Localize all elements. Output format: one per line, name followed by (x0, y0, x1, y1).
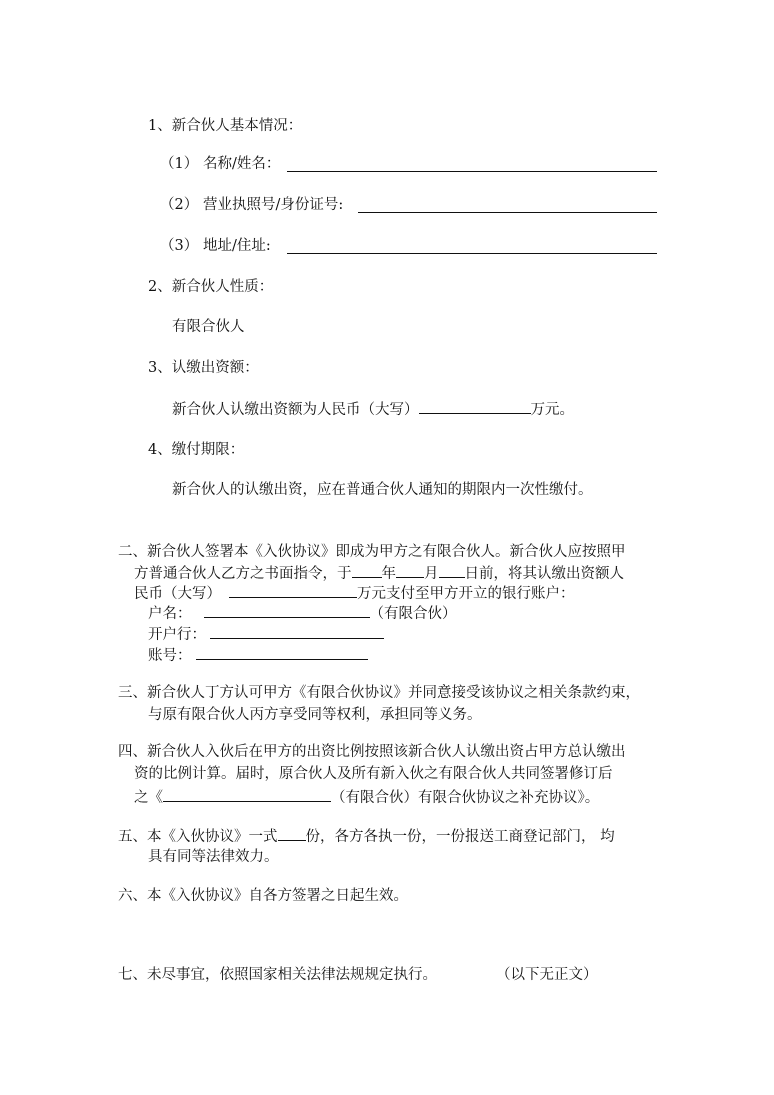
sub2-label: 营业执照号/身份证号: (203, 197, 344, 213)
clause2-line2 (134, 563, 624, 583)
account-no-label: 账号： (148, 648, 192, 664)
id-number-field-line[interactable] (358, 212, 657, 213)
sub2-number: （2） (160, 197, 199, 213)
item4-text: 新合伙人的认缴出资，应在普通合伙人通知的期限内一次性缴付。 (172, 482, 593, 498)
account-name-blank[interactable] (204, 603, 370, 618)
name-field-line[interactable] (287, 171, 657, 172)
account-name-label: 户名： (148, 606, 192, 622)
clause3-line1: 三、新合伙人丁方认可甲方《有限合伙协议》并同意接受该协议之相关条款约束， (118, 685, 640, 701)
clause4-line2: 资的比例计算。届时，原合伙人及所有新入伙之有限合伙人共同签署修订后 (134, 766, 613, 782)
year-label: 年 (381, 566, 396, 582)
amount-capital-blank[interactable] (229, 583, 357, 598)
supplement-name-blank[interactable] (163, 787, 331, 802)
day-blank[interactable] (439, 563, 465, 578)
bank-row (148, 624, 384, 644)
address-field-line[interactable] (287, 253, 657, 254)
end-of-text-note: （以下无正文） (496, 967, 598, 983)
capital-amount-blank[interactable] (419, 399, 531, 414)
clause2-line3-b: 万元支付至甲方开立的银行账户： (357, 586, 575, 602)
bank-label: 开户行： (148, 627, 206, 643)
sub3-number: （3） (160, 238, 199, 254)
item3-text-b: 万元。 (530, 402, 574, 418)
clause4-line3-a: 之《 (134, 790, 163, 806)
sub1-label: 名称/姓名： (203, 156, 281, 172)
item4-title: 4、缴付期限： (148, 442, 245, 458)
clause2-line3-a: 民币（大写） (134, 586, 221, 602)
year-blank[interactable] (352, 563, 382, 578)
month-label: 月 (424, 566, 439, 582)
clause2-line3 (134, 583, 575, 603)
bank-blank[interactable] (210, 624, 384, 639)
clause2-line2-a: 方普通合伙人乙方之书面指令，于 (134, 566, 352, 582)
clause4-line1: 四、新合伙人入伙后在甲方的出资比例按照该新合伙人认缴出资占甲方总认缴出 (118, 744, 626, 760)
clause5-line2: 具有同等法律效力。 (148, 849, 279, 865)
clause2-line1: 二、新合伙人签署本《入伙协议》即成为甲方之有限合伙人。新合伙人应按照甲 (118, 544, 626, 560)
item3-text (172, 399, 574, 419)
clause3-line2: 与原有限合伙人丙方享受同等权利，承担同等义务。 (148, 707, 482, 723)
copies-blank[interactable] (278, 826, 306, 841)
sub3-label: 地址/住址: (203, 238, 271, 254)
item3-title: 3、认缴出资额： (148, 360, 259, 376)
item2-value: 有限合伙人 (172, 319, 245, 335)
account-no-row (148, 645, 368, 665)
clause2-line2-d: 日前，将其认缴出资额人 (464, 566, 624, 582)
month-blank[interactable] (396, 563, 424, 578)
sub1-number: （1） (160, 156, 199, 172)
clause5-line1 (118, 826, 615, 846)
account-no-blank[interactable] (196, 645, 368, 660)
clause5-line1-b: 份，各方各执一份，一份报送工商登记部门， 均 (305, 829, 615, 845)
clause5-line1-a: 五、本《入伙协议》一式 (118, 829, 278, 845)
item2-title: 2、新合伙人性质： (148, 279, 274, 295)
item1-title: 1、新合伙人基本情况： (148, 118, 303, 134)
account-name-row (148, 603, 457, 623)
clause7-line1: 七、未尽事宜，依照国家相关法律法规规定执行。 (118, 967, 437, 983)
clause4-line3 (134, 787, 599, 807)
clause6-line1: 六、本《入伙协议》自各方签署之日起生效。 (118, 888, 408, 904)
account-name-suffix: （有限合伙） (369, 606, 457, 622)
item3-text-a: 新合伙人认缴出资额为人民币（大写） (172, 402, 419, 418)
clause4-line3-b: （有限合伙）有限合伙协议之补充协议》。 (331, 790, 600, 806)
